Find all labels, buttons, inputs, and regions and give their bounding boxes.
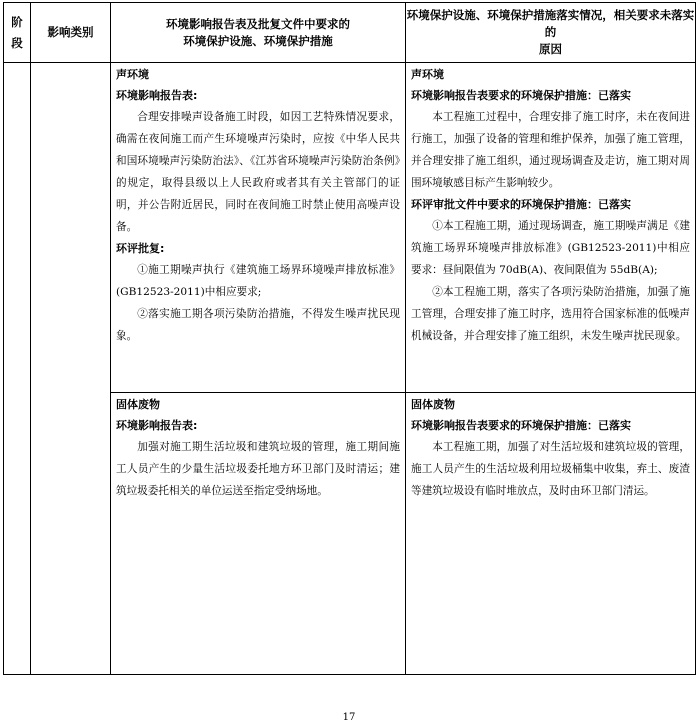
noise-row	[4, 63, 696, 393]
noise-right-sub1: 环境影响报告表要求的环境保护措施：已落实	[411, 89, 631, 102]
category-header: 影响类别	[31, 3, 111, 63]
required-measures-header-line2: 环境保护设施、环境保护措施	[183, 33, 333, 48]
noise-requirements-cell	[111, 63, 406, 393]
implementation-header-line1: 环境保护设施、环境保护措施落实情况，相关要求未落实的	[406, 8, 695, 39]
waste-left-sub1: 环境影响报告表:	[116, 419, 198, 432]
measures-table	[3, 2, 696, 675]
stage-char-1: 阶	[11, 14, 23, 29]
noise-right-sub2: 环评审批文件中要求的环境保护措施：已落实	[411, 198, 631, 211]
noise-right-paragraph-3: ②本工程施工期，落实了各项污染防治措施，加强了施工管理，合理安排了施工时序，选用符合国家标准的低噪声机械设备，并合理安排了施工组织，未发生噪声扰民现象。	[411, 286, 690, 342]
noise-left-paragraph-2: ①施工期噪声执行《建筑施工场界环境噪声排放标准》(GB12523-2011)中相应要求;	[116, 264, 400, 298]
category-cell	[31, 63, 111, 675]
noise-left-paragraph-3: ②落实施工期各项污染防治措施，不得发生噪声扰民现象。	[116, 308, 400, 342]
required-measures-header-line1: 环境影响报告表及批复文件中要求的	[166, 16, 350, 31]
waste-right-paragraph-1: 本工程施工期，加强了对生活垃圾和建筑垃圾的管理，施工人员产生的生活垃圾利用垃圾桶集中收集，弃土、废渣等建筑垃圾设有临时堆放点，及时由环卫部门清运。	[411, 441, 690, 497]
waste-requirements-cell	[111, 393, 406, 675]
noise-implementation-cell	[406, 63, 696, 393]
noise-left-title: 声环境	[116, 68, 149, 81]
table-header-row	[4, 3, 696, 63]
implementation-header-line2: 原因	[539, 42, 562, 56]
noise-right-paragraph-2: ①本工程施工期，通过现场调查，施工期噪声满足《建筑施工场界环境噪声排放标准》(GB12523-2011)中相应要求：昼间限值为 70dB(A)、夜间限值为 55dB(A);	[411, 220, 690, 276]
page-number: 17	[342, 712, 356, 723]
waste-left-title: 固体废物	[116, 398, 160, 411]
stage-char-2: 段	[11, 35, 23, 50]
noise-right-paragraph-1: 本工程施工过程中，合理安排了施工时序，未在夜间进行施工，加强了设备的管理和维护保养，加强了施工管理，并合理安排了施工组织，通过现场调查及走访，施工期对周围环境敏感目标产生影响较少。	[411, 111, 690, 189]
stage-header	[4, 3, 31, 63]
noise-left-paragraph-1: 合理安排噪声设备施工时段，如因工艺特殊情况要求，确需在夜间施工而产生环境噪声污染时，应按《中华人民共和国环境噪声污染防治法》、《江苏省环境噪声污染防治条例》的规定，取得县级以上人民政府或者其有关主管部门的证明，并公告附近居民，同时在夜间施工时禁止使用高噪声设备。	[116, 111, 400, 233]
required-measures-header	[111, 3, 406, 63]
noise-right-title: 声环境	[411, 68, 444, 81]
waste-right-sub1: 环境影响报告表要求的环境保护措施：已落实	[411, 419, 631, 432]
implementation-header	[406, 3, 696, 63]
waste-implementation-cell	[406, 393, 696, 675]
waste-left-paragraph-1: 加强对施工期生活垃圾和建筑垃圾的管理，施工期间施工人员产生的少量生活垃圾委托地方环卫部门及时清运；建筑垃圾委托相关的单位运送至指定受纳场地。	[116, 441, 400, 497]
noise-left-sub1: 环境影响报告表:	[116, 89, 198, 102]
stage-cell	[4, 63, 31, 675]
waste-right-title: 固体废物	[411, 398, 455, 411]
noise-left-sub2: 环评批复:	[116, 242, 165, 255]
